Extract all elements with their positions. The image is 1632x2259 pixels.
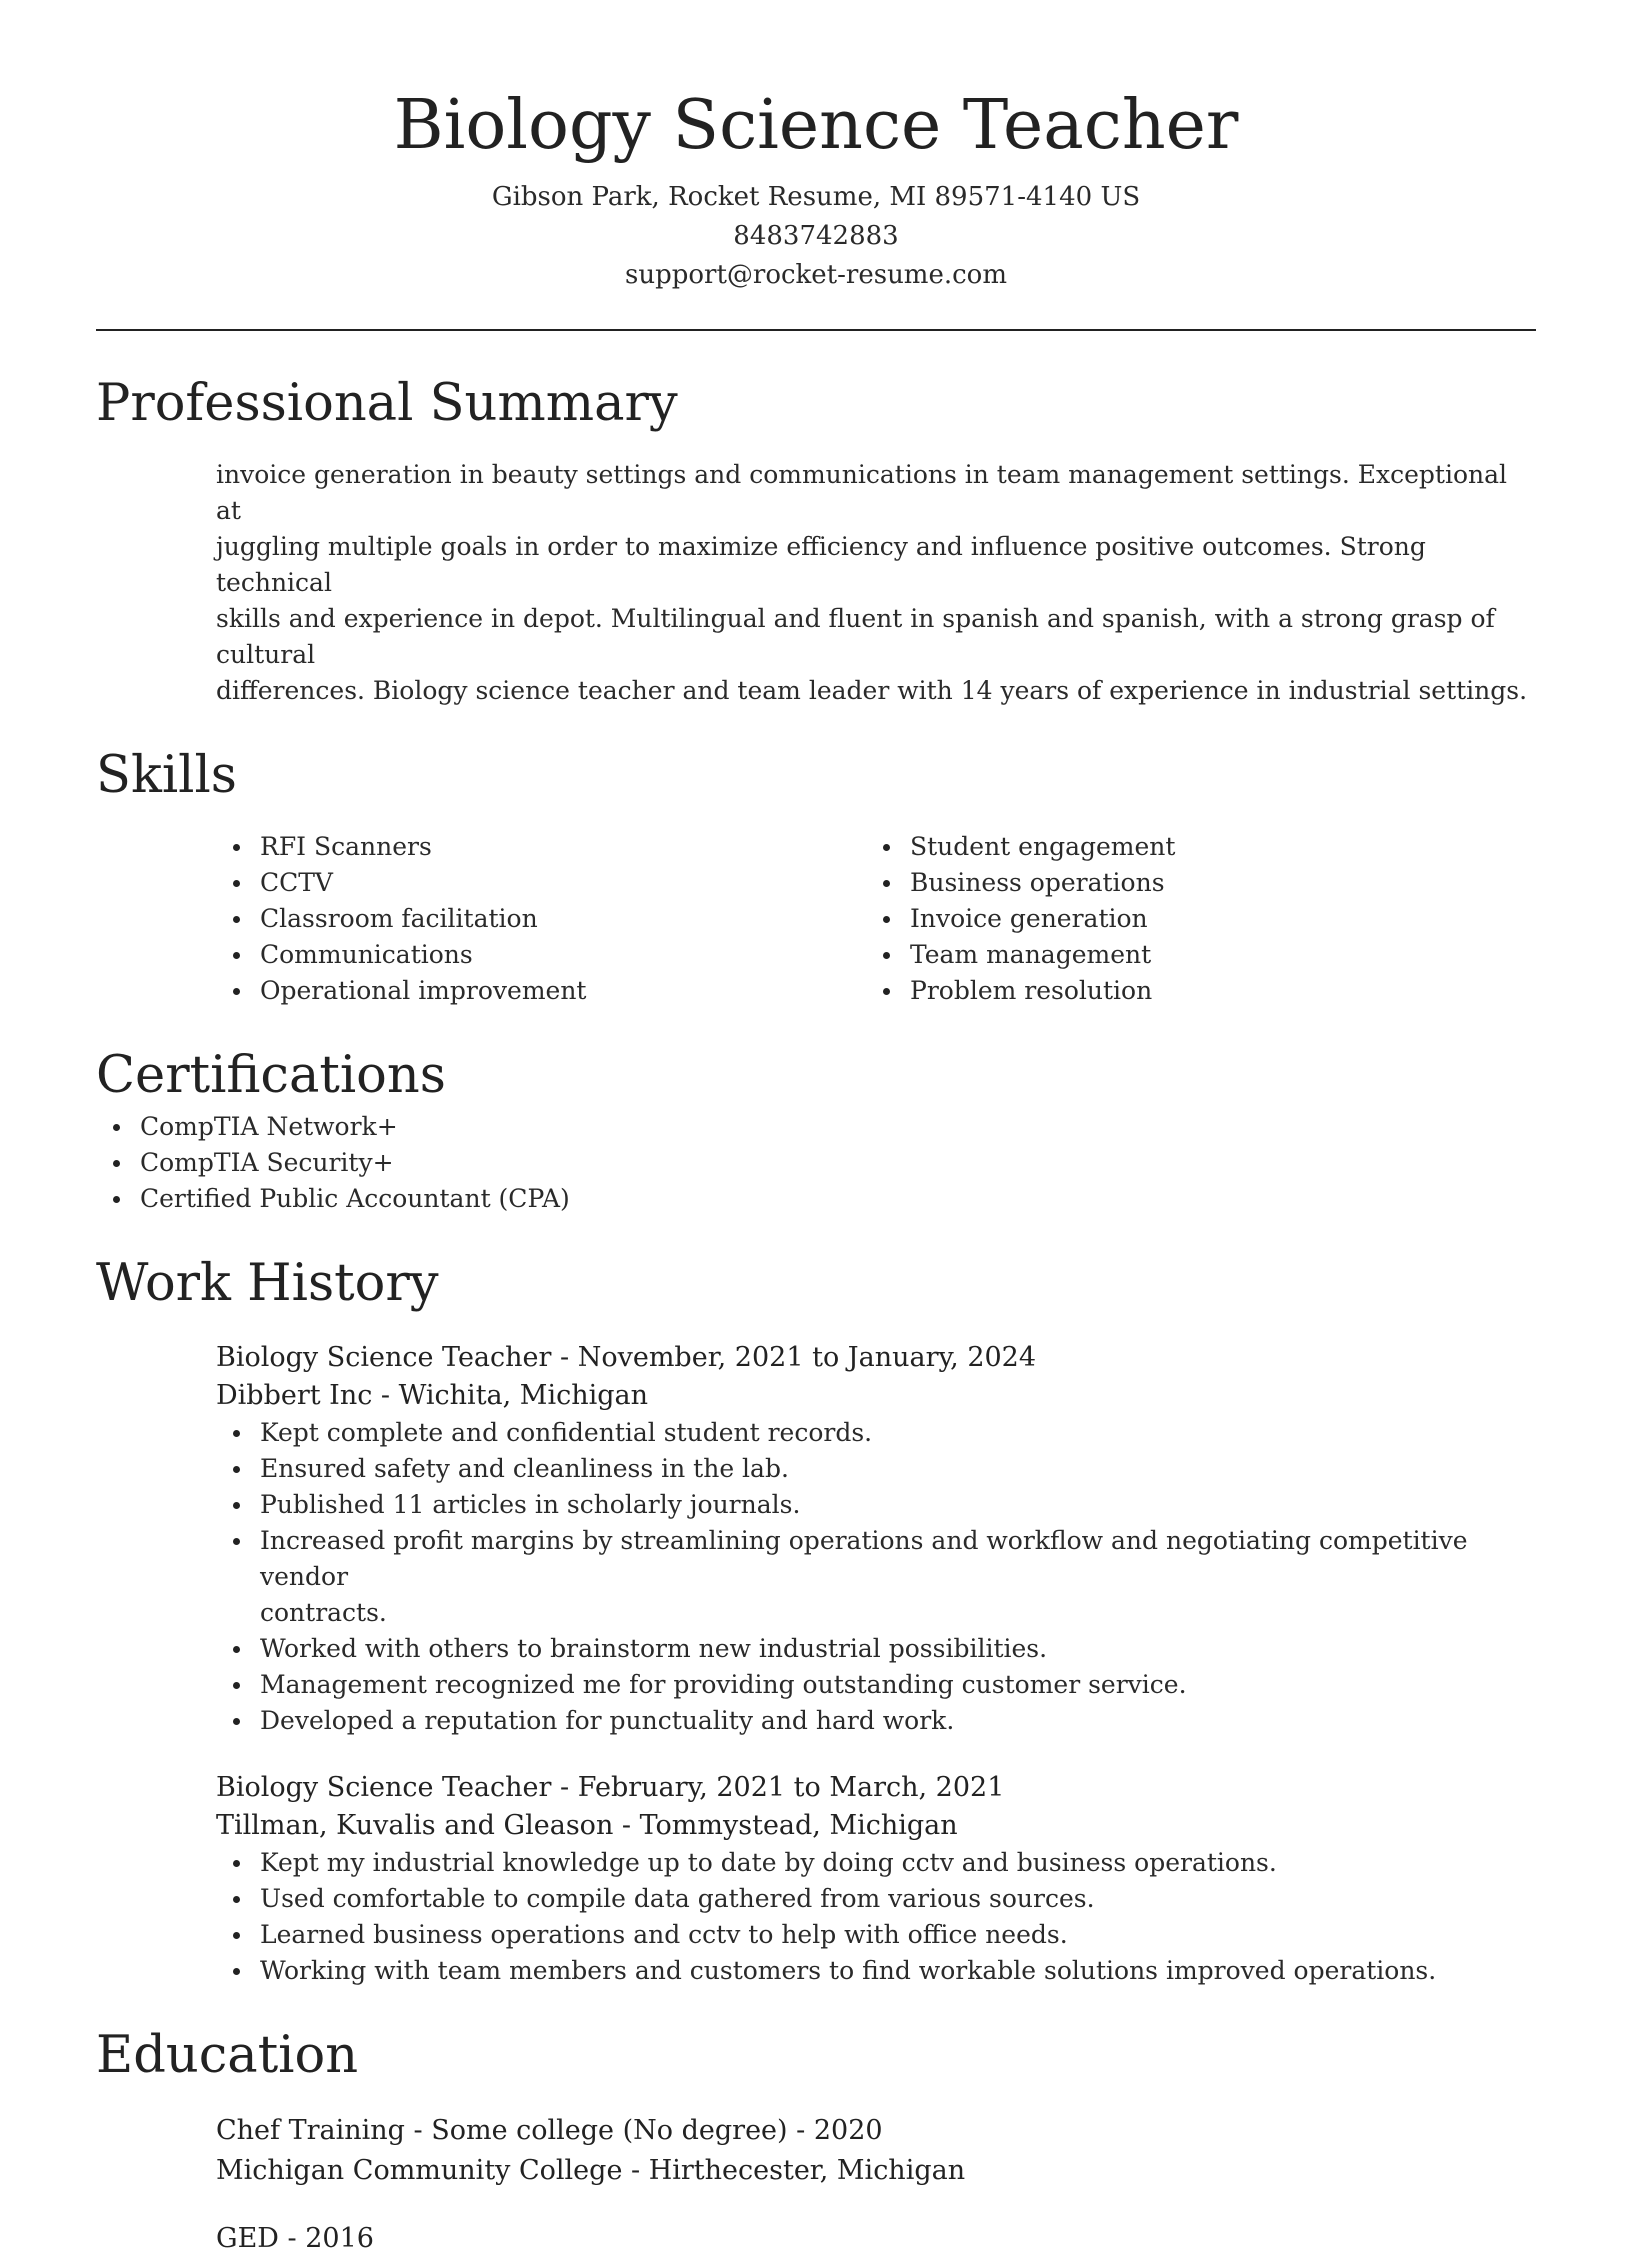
summary-text <box>216 457 1536 709</box>
skill-item <box>216 901 866 937</box>
education-title: Education <box>96 2026 359 2085</box>
job-bullet <box>216 1631 1536 1667</box>
summary-title: Professional Summary <box>96 374 678 433</box>
bullet-icon <box>233 916 240 923</box>
bullet-icon <box>233 988 240 995</box>
skill-label: Student engagement <box>910 832 1176 861</box>
job-entry <box>216 1339 1536 1739</box>
skill-item <box>866 937 1516 973</box>
skill-label: CCTV <box>260 868 333 897</box>
resume-page <box>96 0 1536 2259</box>
bullet-icon <box>233 1430 240 1437</box>
job-bullet <box>216 1845 1536 1881</box>
job-bullet-text: Used comfortable to compile data gathered from various sources. <box>260 1884 1095 1913</box>
bullet-icon <box>233 1718 240 1725</box>
bullet-icon <box>883 880 890 887</box>
job-company-line: Tillman, Kuvalis and Gleason - Tommystead, Michigan <box>216 1810 958 1841</box>
skills-grid <box>216 829 1536 1009</box>
job-bullet-text-continued: contracts. <box>260 1598 387 1627</box>
job-bullet <box>216 1917 1536 1953</box>
bullet-icon <box>233 1896 240 1903</box>
resume-header <box>96 0 1536 295</box>
job-bullet-text: Management recognized me for providing outstanding customer service. <box>260 1670 1187 1699</box>
job-bullet-text: Increased profit margins by streamlining operations and workflow and negotiating competitive vendor <box>260 1526 1468 1591</box>
education-entry <box>216 2111 1536 2191</box>
education-entry <box>216 2219 1536 2259</box>
job-bullet <box>216 1523 1536 1631</box>
skill-label: RFI Scanners <box>260 832 432 861</box>
skills-column-right <box>866 829 1516 1009</box>
skill-item <box>216 865 866 901</box>
skill-item <box>866 829 1516 865</box>
work-history-title: Work History <box>96 1254 439 1313</box>
certifications-list <box>96 1109 1536 1217</box>
education-degree-line: GED - 2016 <box>216 2223 374 2254</box>
contact-email: support@rocket-resume.com <box>624 260 1007 290</box>
job-bullet-text: Kept my industrial knowledge up to date by doing cctv and business operations. <box>260 1848 1277 1877</box>
job-bullet <box>216 1415 1536 1451</box>
certification-label: CompTIA Network+ <box>140 1112 398 1141</box>
bullet-icon <box>113 1196 120 1203</box>
job-bullet-text: Kept complete and confidential student records. <box>260 1418 873 1447</box>
bullet-icon <box>113 1124 120 1131</box>
skill-item <box>866 973 1516 1009</box>
certification-item <box>96 1145 1536 1181</box>
bullet-icon <box>233 952 240 959</box>
job-title-line: Biology Science Teacher - February, 2021 to March, 2021 <box>216 1772 1005 1803</box>
skill-label: Operational improvement <box>260 976 587 1005</box>
candidate-name: Biology Science Teacher <box>393 86 1239 165</box>
skills-column-left <box>216 829 866 1009</box>
job-bullet <box>216 1953 1536 1989</box>
bullet-icon <box>883 916 890 923</box>
skill-item <box>216 937 866 973</box>
certification-label: Certified Public Accountant (CPA) <box>140 1184 570 1213</box>
job-bullet <box>216 1487 1536 1523</box>
job-bullets <box>216 1845 1536 1989</box>
header-divider <box>96 329 1536 331</box>
skill-item <box>866 901 1516 937</box>
certifications-title: Certifications <box>96 1046 446 1105</box>
bullet-icon <box>233 1932 240 1939</box>
summary-line: skills and experience in depot. Multilingual and fluent in spanish and spanish, with a strong grasp of cultural <box>216 604 1495 669</box>
job-entry <box>216 1769 1536 1989</box>
bullet-icon <box>883 952 890 959</box>
bullet-icon <box>233 880 240 887</box>
job-bullet-text: Worked with others to brainstorm new industrial possibilities. <box>260 1634 1048 1663</box>
skill-label: Business operations <box>910 868 1165 897</box>
skill-label: Team management <box>910 940 1152 969</box>
education-section <box>96 2023 1536 2259</box>
job-company-line: Dibbert Inc - Wichita, Michigan <box>216 1380 648 1411</box>
bullet-icon <box>233 844 240 851</box>
skill-item <box>216 973 866 1009</box>
bullet-icon <box>233 1502 240 1509</box>
bullet-icon <box>883 988 890 995</box>
job-bullet-text: Published 11 articles in scholarly journals. <box>260 1490 801 1519</box>
job-bullets <box>216 1415 1536 1739</box>
bullet-icon <box>233 1860 240 1867</box>
contact-phone: 8483742883 <box>733 221 899 251</box>
education-degree-line: Chef Training - Some college (No degree) - 2020 <box>216 2115 883 2146</box>
bullet-icon <box>233 1538 240 1545</box>
job-bullet-text: Working with team members and customers to find workable solutions improved operations. <box>260 1956 1437 1985</box>
bullet-icon <box>233 1646 240 1653</box>
bullet-icon <box>113 1160 120 1167</box>
certifications-section <box>96 1043 1536 1217</box>
certification-item <box>96 1181 1536 1217</box>
skill-item <box>216 829 866 865</box>
job-bullet-text: Developed a reputation for punctuality and hard work. <box>260 1706 955 1735</box>
bullet-icon <box>233 1466 240 1473</box>
job-bullet <box>216 1451 1536 1487</box>
skill-label: Invoice generation <box>910 904 1148 933</box>
summary-line: invoice generation in beauty settings and communications in team management settings. Exceptional at <box>216 460 1507 525</box>
summary-section <box>96 371 1536 709</box>
skill-label: Communications <box>260 940 473 969</box>
skills-title: Skills <box>96 746 237 805</box>
skill-label: Classroom facilitation <box>260 904 538 933</box>
skill-label: Problem resolution <box>910 976 1153 1005</box>
bullet-icon <box>233 1968 240 1975</box>
summary-line: differences. Biology science teacher and team leader with 14 years of experience in industrial settings. <box>216 676 1528 705</box>
certification-label: CompTIA Security+ <box>140 1148 394 1177</box>
job-bullet <box>216 1667 1536 1703</box>
skills-section <box>96 743 1536 1009</box>
job-bullet-text: Learned business operations and cctv to help with office needs. <box>260 1920 1068 1949</box>
work-history-section <box>96 1251 1536 1989</box>
bullet-icon <box>883 844 890 851</box>
skill-item <box>866 865 1516 901</box>
contact-address: Gibson Park, Rocket Resume, MI 89571-4140 US <box>491 182 1141 212</box>
bullet-icon <box>233 1682 240 1689</box>
job-bullet <box>216 1881 1536 1917</box>
certification-item <box>96 1109 1536 1145</box>
job-bullet <box>216 1703 1536 1739</box>
job-bullet-text: Ensured safety and cleanliness in the lab. <box>260 1454 789 1483</box>
job-title-line: Biology Science Teacher - November, 2021 to January, 2024 <box>216 1342 1037 1373</box>
education-school-line: Michigan Community College - Hirthecester, Michigan <box>216 2155 966 2186</box>
contact-block <box>96 178 1536 295</box>
summary-line: juggling multiple goals in order to maximize efficiency and influence positive outcomes. Strong technical <box>216 532 1426 597</box>
